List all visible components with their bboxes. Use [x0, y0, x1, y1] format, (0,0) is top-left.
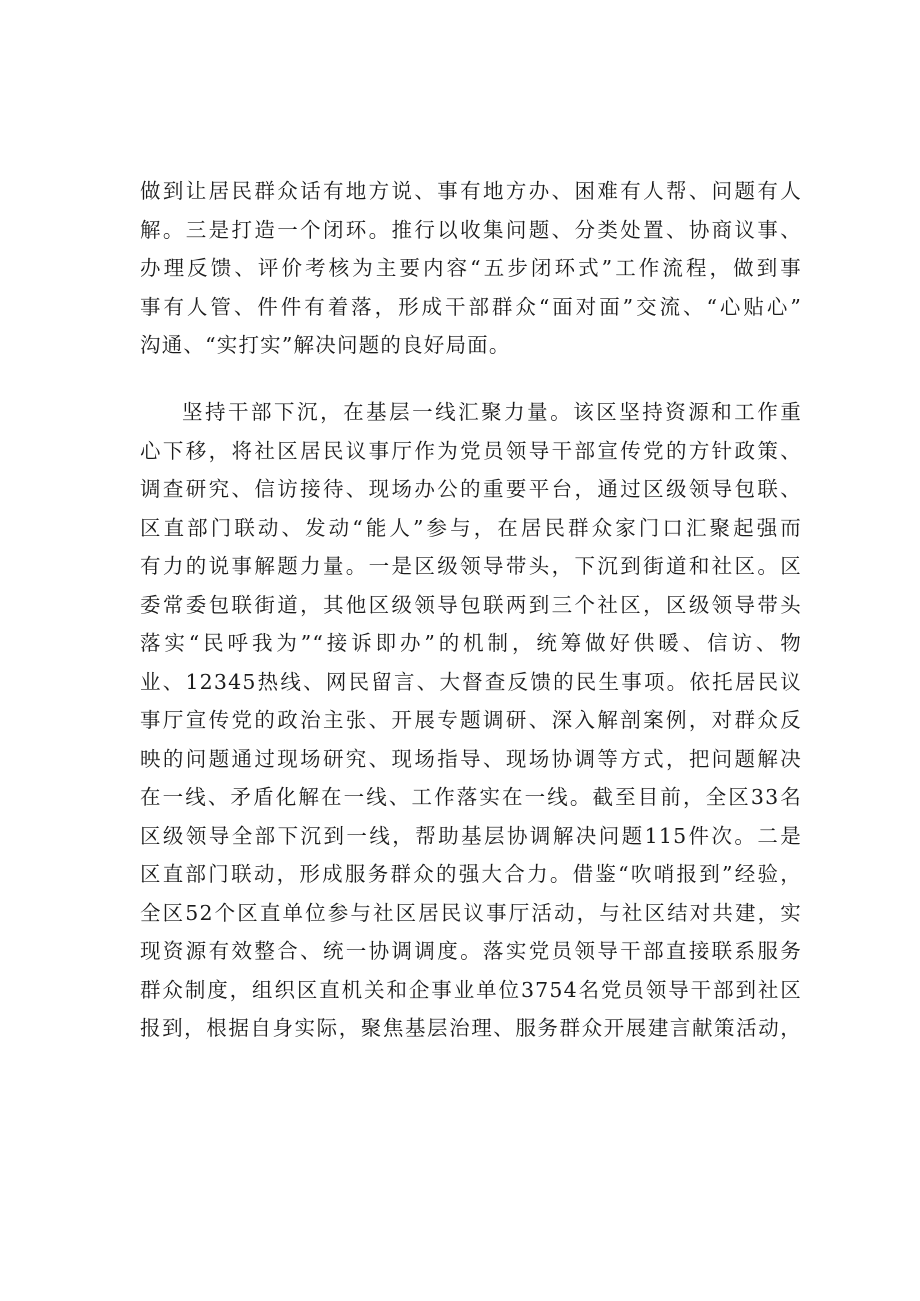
- text-line: 群众制度，组织区直机关和企事业单位3754名党员领导干部到社区: [140, 977, 802, 1002]
- paragraph-1: [140, 172, 802, 365]
- text-line: 业、12345热线、网民留言、大督查反馈的民生事项。依托居民议: [140, 669, 802, 694]
- text-line: 调查研究、信访接待、现场办公的重要平台，通过区级领导包联、: [140, 477, 802, 501]
- text-line: 事有人管、件件有着落，形成干部群众“面对面”交流、“心贴心”: [140, 294, 802, 319]
- text-line: 在一线、矛盾化解在一线、工作落实在一线。截至目前，全区33名: [140, 785, 802, 809]
- text-line: 区直部门联动、发动“能人”参与，在居民群众家门口汇聚起强而: [140, 515, 802, 540]
- text-line: 事厅宣传党的政治主张、开展专题调研、深入解剖案例，对群众反: [140, 708, 802, 732]
- text-line: 沟通、“实打实”解决问题的良好局面。: [140, 333, 511, 357]
- text-line: 映的问题通过现场研究、现场指导、现场协调等方式，把问题解决: [140, 746, 802, 771]
- text-line: 坚持干部下沉，在基层一线汇聚力量。该区坚持资源和工作重: [182, 400, 802, 424]
- text-line: 有力的说事解题力量。一是区级领导带头，下沉到街道和社区。区: [140, 554, 802, 578]
- text-line: 解。三是打造一个闭环。推行以收集问题、分类处置、协商议事、: [140, 217, 802, 242]
- text-line: 心下移，将社区居民议事厅作为党员领导干部宣传党的方针政策、: [140, 438, 802, 463]
- text-line: 办理反馈、评价考核为主要内容“五步闭环式”工作流程，做到事: [140, 256, 802, 280]
- text-line: 区级领导全部下沉到一线，帮助基层协调解决问题115件次。二是: [140, 823, 802, 848]
- text-line: 委常委包联街道，其他区级领导包联两到三个社区，区级领导带头: [140, 592, 802, 617]
- text-line: 现资源有效整合、统一协调调度。落实党员领导干部直接联系服务: [140, 939, 802, 963]
- text-line: 落实“民呼我为”“接诉即办”的机制，统筹做好供暖、信访、物: [140, 631, 802, 655]
- paragraph-2: [140, 393, 802, 1048]
- text-line: 全区52个区直单位参与社区居民议事厅活动，与社区结对共建，实: [140, 900, 802, 925]
- text-line: 做到让居民群众话有地方说、事有地方办、困难有人帮、问题有人: [140, 179, 802, 203]
- text-line: 区直部门联动，形成服务群众的强大合力。借鉴“吹哨报到”经验，: [140, 862, 802, 886]
- text-line: 报到，根据自身实际，聚焦基层治理、服务群众开展建言献策活动，: [140, 1016, 802, 1040]
